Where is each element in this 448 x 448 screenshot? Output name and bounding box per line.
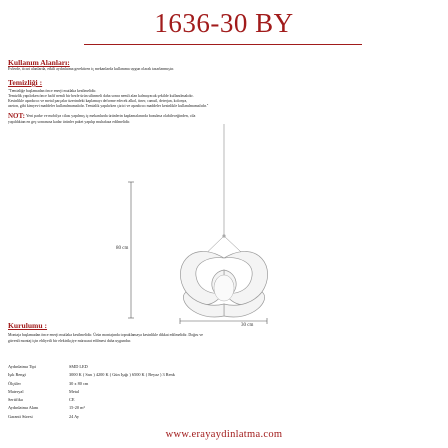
- cleaning-section-title: Temizliği :: [8, 78, 43, 87]
- spec-row: [8, 404, 175, 412]
- cleaning-line-2: Temizlik yapılırken önce hafif nemli bir bezle ürün silinmeli daha sonra nemli alan kalmayacak şekilde kullanılmalıdır.: [8, 94, 194, 98]
- spec-value: 15-20 m²: [69, 405, 85, 411]
- usage-section-title: Kullanım Alanları:: [8, 58, 70, 67]
- installation-line-1: Montaja başlamadan önce enerji mutlaka kesilmelidir. Ürün montajında topraklamaya kesinlikle dikkat edilmelidir. Doğru ve: [8, 333, 204, 337]
- spec-row: [8, 396, 175, 404]
- spec-key: Sertifika: [8, 397, 23, 403]
- spec-row: [8, 363, 175, 371]
- spec-table: [8, 363, 175, 421]
- spec-key: Garanti Süresi: [8, 413, 33, 419]
- width-dimension-label: 30 cm: [241, 323, 254, 328]
- cleaning-line-3: Kesinlikle aşındırıcı ve metal parçalar üzerindeki kaplamayı deforme edecek alkol, tiner, camsil, deterjan, kolonya,: [8, 99, 188, 103]
- spec-value: 24 Ay: [69, 413, 79, 419]
- note-line-2: yapıldıktan en geç sonrasına kadar ürünler paket yapılıp muhafaza edilmelidir.: [8, 120, 131, 124]
- product-code-title: 1636-30 BY: [154, 8, 294, 38]
- spec-key: Materyal: [8, 388, 24, 394]
- spec-row: [8, 388, 175, 396]
- installation-section-title: Kurulumu :: [8, 321, 48, 330]
- usage-text: Evlerde, ticari alanlarda, etkili aydınlatma gerektiren iç mekanlarda kullanıma uygun olarak tasarlanmıştır.: [8, 67, 174, 71]
- installation-line-2: güvenli montaj için ehliyetli bir elektrikçiye müracaat edilmesi daha uygundur.: [8, 339, 131, 343]
- spec-value: Metal: [69, 388, 80, 394]
- spec-row: [8, 413, 175, 421]
- spec-key: Aydınlatma Alanı: [8, 405, 39, 411]
- spec-key: Ölçüler: [8, 380, 21, 386]
- height-dimension-line: [128, 182, 134, 318]
- cleaning-line-1: "Temizliğe başlamadan önce enerji mutlaka kesilmelidir.: [8, 89, 97, 93]
- note-label: NOT:: [8, 112, 25, 120]
- spec-value: 30 x 80 cm: [69, 380, 89, 386]
- spec-value: 3000 K ( Sarı ) 4200 K ( Gün Işığı ) 6500 K ( Beyaz ) 3 Renk: [69, 372, 175, 378]
- lamp-suspension-wires: [193, 124, 256, 266]
- spec-value: SMD LED: [69, 364, 88, 369]
- website-link[interactable]: www.erayaydinlatma.com: [165, 429, 283, 440]
- spec-row: [8, 371, 175, 379]
- spec-value: CE: [69, 397, 75, 403]
- width-dimension-line: [180, 318, 267, 324]
- cleaning-line-4: aseton, gibi kimyevi maddeler kullanılmamalıdır. Temizlik yapılırken çizici ve aşındırıcı maddeler kesinlikle kullanılmamalıdır.": [8, 104, 209, 108]
- height-dimension-label: 80 cm: [116, 246, 129, 251]
- spec-row: [8, 380, 175, 388]
- spec-key: Aydınlatma Tipi: [8, 364, 36, 369]
- spec-key: Işık Rengi: [8, 372, 26, 378]
- note-line-1: Yeni parke ve mobilya cilası yapılmış iç mekanlarda ürünlerin kaplamalarında bozulma olabileceğinden, cila: [26, 114, 196, 118]
